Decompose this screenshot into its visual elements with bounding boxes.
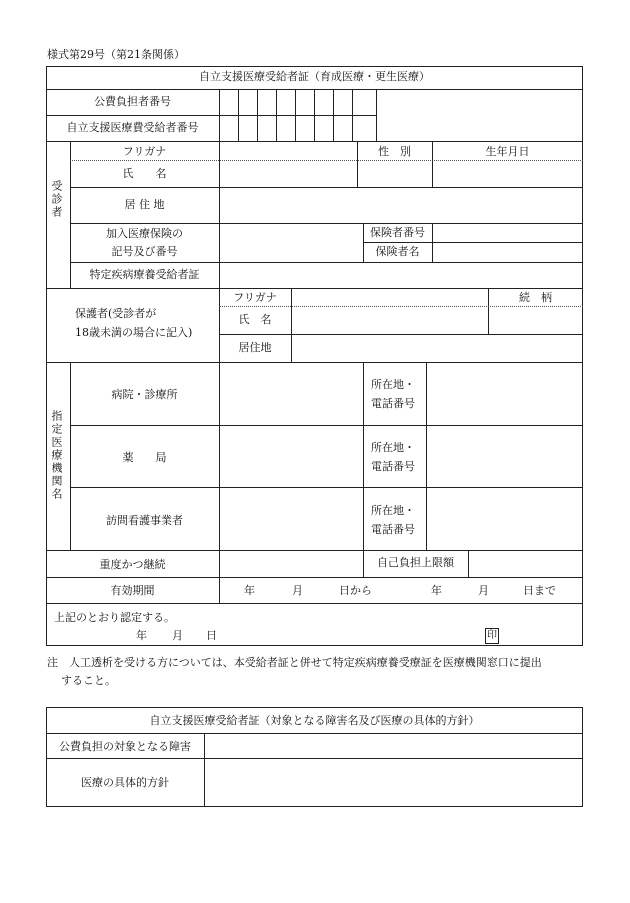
note-line-1: 注 人工透析を受ける方については、本受給者証と併せて特定疾病療養受療証を医療機関窓口に提出: [47, 656, 542, 669]
certification-statement: 上記のとおり認定する。: [54, 611, 175, 624]
certification-day: 日: [206, 629, 217, 642]
validity-day-to: 日まで: [523, 584, 556, 597]
insurance-label-line1: 加入医療保険の: [106, 227, 183, 240]
certification-year: 年: [136, 629, 147, 642]
patient-address-label: 居 住 地: [124, 198, 165, 211]
pharmacy-location-label-1: 所在地・: [371, 441, 415, 454]
patient-furigana-label: フリガナ: [122, 145, 167, 158]
patient-address-field[interactable]: [220, 188, 582, 223]
hospital-label: 病院・診療所: [111, 388, 178, 401]
guardian-name-field[interactable]: [292, 307, 487, 333]
guardian-label-line1: 保護者(受診者が: [75, 307, 157, 320]
validity-year-from: 年: [244, 584, 255, 597]
note-line-2: すること。: [61, 674, 116, 687]
validity-period-label: 有効期間: [110, 584, 155, 597]
birthdate-label: 生年月日: [485, 145, 530, 158]
guardian-address-field[interactable]: [292, 335, 582, 361]
public-burden-number-digits[interactable]: [220, 90, 376, 115]
patient-name-field[interactable]: [220, 161, 357, 186]
hospital-location-label-1: 所在地・: [371, 378, 415, 391]
insurer-name-label: 保険者名: [375, 245, 420, 258]
guardian-furigana-label: フリガナ: [233, 291, 277, 304]
recipient-number-digits[interactable]: [220, 116, 376, 141]
certificate-title: 自立支援医療受給者証（育成医療・更生医療）: [199, 70, 430, 83]
guardian-address-label: 居住地: [238, 341, 272, 354]
hospital-location-label-2: 電話番号: [371, 397, 415, 410]
form-number: 様式第29号（第21条関係）: [47, 48, 185, 61]
copay-limit-label: 自己負担上限額: [377, 556, 454, 569]
validity-year-to: 年: [431, 584, 442, 597]
institution-section-label: 指定医療機関名: [50, 410, 63, 501]
treatment-policy-label: 医療の具体的方針: [81, 776, 169, 789]
copay-limit-field[interactable]: [469, 551, 582, 576]
patient-section-label: 受診者: [50, 180, 63, 219]
nursing-location-label-1: 所在地・: [371, 504, 415, 517]
validity-month-to: 月: [478, 584, 489, 597]
severe-continuing-label: 重度かつ継続: [99, 558, 166, 571]
disability-certificate-title: 自立支援医療受給者証（対象となる障害名及び医療の具体的方針）: [149, 714, 480, 727]
validity-month-from: 月: [292, 584, 303, 597]
visiting-nursing-label: 訪問看護事業者: [106, 514, 183, 527]
pharmacy-label: 薬 局: [122, 451, 167, 464]
guardian-label-line2: 18歳未満の場合に記入): [75, 326, 193, 339]
validity-day-from: 日から: [339, 584, 372, 597]
certification-month: 月: [172, 629, 183, 642]
guardian-relationship-label: 続 柄: [519, 291, 552, 304]
disability-label: 公費負担の対象となる障害: [59, 740, 191, 753]
specified-disease-label: 特定疾病療養受給者証: [89, 268, 200, 281]
public-burden-number-label: 公費負担者番号: [94, 95, 171, 108]
pharmacy-location-label-2: 電話番号: [371, 460, 415, 473]
gender-label: 性 別: [378, 145, 411, 158]
disability-field[interactable]: [205, 734, 582, 758]
guardian-name-label: 氏 名: [238, 313, 272, 326]
insurer-number-label: 保険者番号: [370, 226, 425, 239]
insurance-label-line2: 記号及び番号: [111, 245, 178, 258]
treatment-policy-field[interactable]: [205, 759, 582, 806]
recipient-number-label: 自立支援医療費受給者番号: [66, 121, 199, 134]
nursing-location-label-2: 電話番号: [371, 523, 415, 536]
seal-mark: 印: [485, 628, 499, 644]
patient-name-label: 氏 名: [122, 167, 167, 180]
